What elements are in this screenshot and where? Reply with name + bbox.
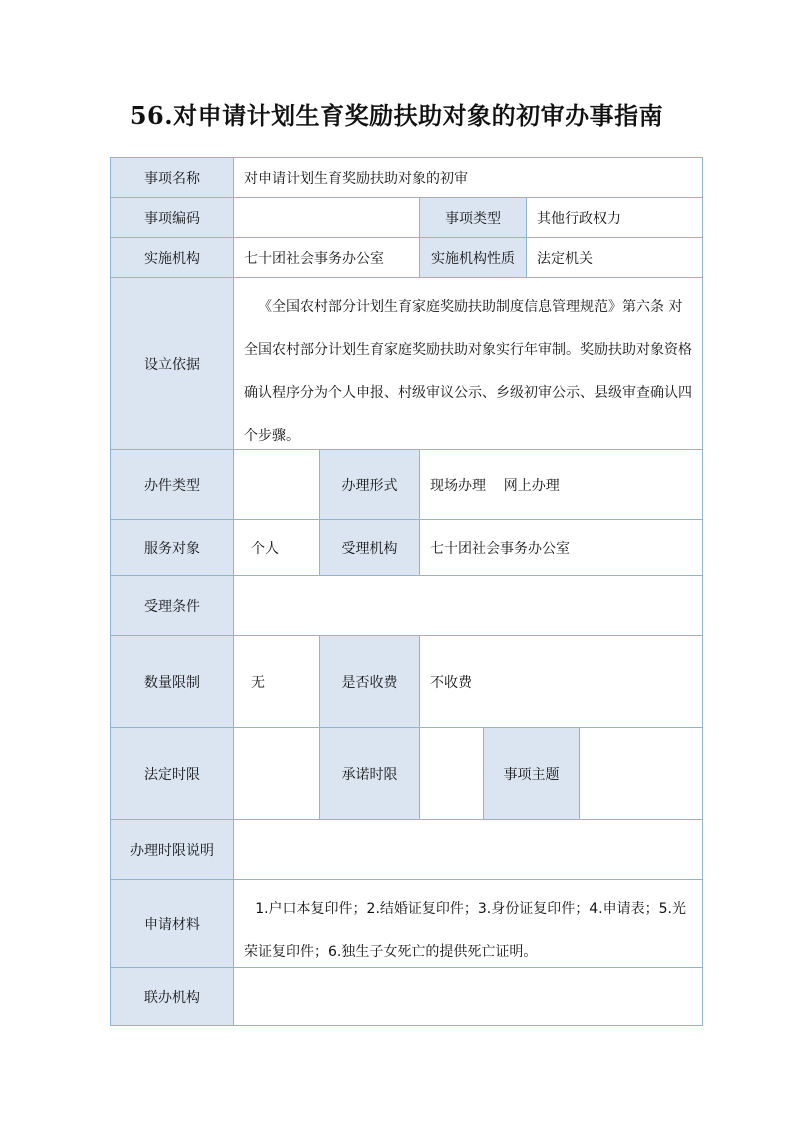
item-code-label: 事项编码 (110, 197, 234, 238)
quantity-limit-value: 无 (233, 635, 320, 728)
fee-label: 是否收费 (319, 635, 420, 728)
agency-nature-value: 法定机关 (526, 237, 703, 278)
accepting-agency-value: 七十团社会事务办公室 (419, 519, 703, 576)
legal-time-label: 法定时限 (110, 727, 234, 820)
basis-value (233, 277, 703, 450)
item-type-value: 其他行政权力 (526, 197, 703, 238)
case-type-value (233, 449, 320, 520)
guide-table (110, 157, 703, 1026)
agency-nature-label: 实施机构性质 (419, 237, 527, 278)
service-target-value: 个人 (233, 519, 320, 576)
materials-label: 申请材料 (110, 879, 234, 968)
promised-time-value (419, 727, 484, 820)
joint-agency-label: 联办机构 (110, 967, 234, 1026)
conditions-value (233, 575, 703, 636)
agency-value: 七十团社会事务办公室 (233, 237, 420, 278)
basis-text: 《全国农村部分计划生育家庭奖励扶助制度信息管理规范》第六条 对全国农村部分计划生育家庭奖励扶助对象实行年审制。奖励扶助对象资格确认程序分为个人申报、村级审议公示、乡级初审公示、县级审查确认四个步骤。 (244, 299, 692, 444)
agency-label: 实施机构 (110, 237, 234, 278)
time-desc-value (233, 819, 703, 880)
item-subject-label: 事项主题 (483, 727, 580, 820)
materials-text: 1.户口本复印件；2.结婚证复印件；3.身份证复印件；4.申请表；5.光荣证复印件；6.独生子女死亡的提供死亡证明。 (244, 901, 686, 960)
fee-value: 不收费 (419, 635, 703, 728)
item-name-label: 事项名称 (110, 157, 234, 198)
handling-form-label: 办理形式 (319, 449, 420, 520)
case-type-label: 办件类型 (110, 449, 234, 520)
time-desc-label: 办理时限说明 (110, 819, 234, 880)
conditions-label: 受理条件 (110, 575, 234, 636)
item-name-value: 对申请计划生育奖励扶助对象的初审 (233, 157, 703, 198)
item-code-value (233, 197, 420, 238)
page-title: 56.对申请计划生育奖励扶助对象的初审办事指南 (129, 101, 664, 130)
legal-time-value (233, 727, 320, 820)
item-subject-value (579, 727, 703, 820)
handling-form-value: 现场办理 网上办理 (419, 449, 703, 520)
joint-agency-value (233, 967, 703, 1026)
accepting-agency-label: 受理机构 (319, 519, 420, 576)
promised-time-label: 承诺时限 (319, 727, 420, 820)
service-target-label: 服务对象 (110, 519, 234, 576)
basis-label: 设立依据 (110, 277, 234, 450)
quantity-limit-label: 数量限制 (110, 635, 234, 728)
item-type-label: 事项类型 (419, 197, 527, 238)
materials-value (233, 879, 703, 968)
